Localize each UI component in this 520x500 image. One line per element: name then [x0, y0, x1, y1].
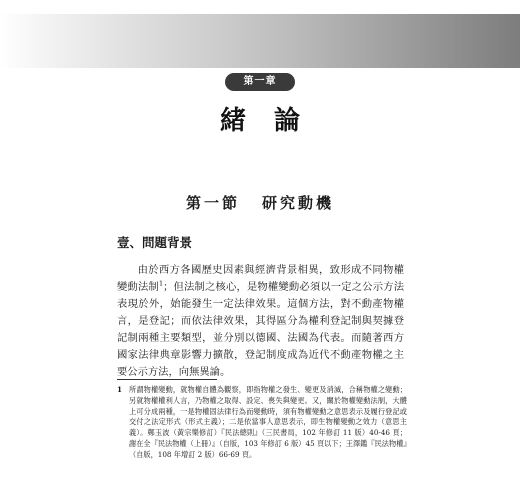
footnote-reference: 1 — [158, 279, 164, 288]
body-text-part1: 由於西方各國歷史因素與經濟背景相異，致形成不同物權變動法制 — [117, 264, 404, 293]
section-number: 第一節 — [185, 194, 240, 212]
chapter-title: 緒論 — [219, 106, 328, 136]
footnote — [117, 385, 407, 461]
section-title: 研究動機 — [262, 194, 335, 212]
section-heading — [0, 192, 520, 213]
chapter-header-band — [0, 14, 520, 68]
subsection-heading: 壹、問題背景 — [117, 235, 193, 250]
footnote-divider — [117, 379, 217, 380]
footnote-number: 1 — [117, 385, 123, 394]
chapter-label: 第一章 — [225, 73, 295, 91]
body-paragraph — [117, 262, 404, 381]
body-text-part2: ；但法制之核心，是物權變動必須以一定之公示方法表現於外，始能發生一定法律效果。這個方法，對不動產物權言，是登記；而依法律效果，其得區分為權利登記制與契據登記制兩種主要類型，並分別以德國、法國為代表。而隨著西方國家法律典章影響力擴散，登記制度成為近代不動產物權之主要公示方法，向無異論。 — [117, 281, 405, 378]
footnote-text: 所謂物權變動，就物權自體為觀察，即指物權之發生、變更及消滅，合稱物權之變動；另就物權權利人言，乃物權之取得、設定、喪失與變更。又，關於物權變動法制，大體上可分成兩種，一是物權固法律行為而變動時，須有物權變動之意思表示及履行登記或交付之法定形式（形式主義）；二是依當事人意思表示，即生物權變動之效力（意思主義）。鄭玉波（黃宗樂修訂）『民法總則』（三民書局，102 年修訂 11 版）40-46 頁；謝在全『民法物權（上冊）』（自版，103 年修訂 6 版）45 頁以下；王澤鑑『民法物權』（自版，108 年增訂 2 版）66-69 頁。 — [129, 385, 407, 459]
